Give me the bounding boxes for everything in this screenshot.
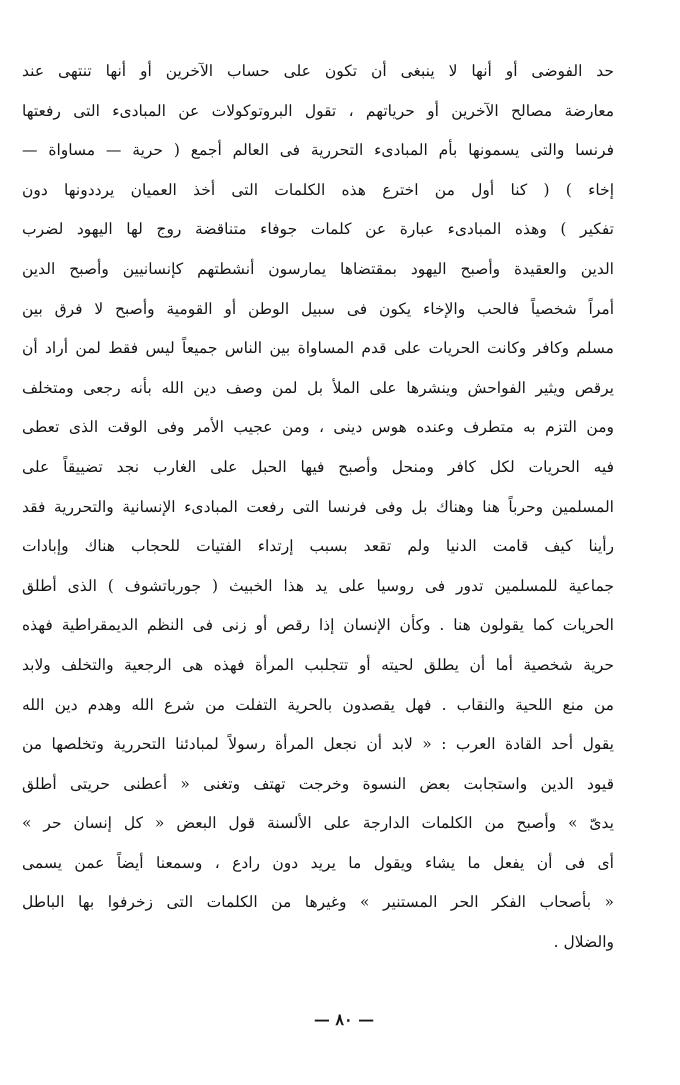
text-line: إخاء ) ( كنا أول من اخترع هذه الكلمات التى أخذ العميان يرددونها دون <box>22 180 614 199</box>
text-line: ومن التزم به متطرف وعنده هوس دينى ، ومن عجيب الأمر وفى الوقت الذى تعطى <box>22 418 614 437</box>
text-line: حرية شخصية أما أن يطلق لحيته أو تتجلبب المرأة فهذه هى الرجعية والتخلف ولابد <box>22 655 614 674</box>
text-line: أمراً شخصياً فالحب والإخاء يكون فى سبيل الوطن أو القومية وأصبح لا فرق بين <box>22 299 614 318</box>
text-line: الحريات كما يقولون هنا . وكأن الإنسان إذا رقص أو زنى فى النظم الديمقراطية فهذه <box>22 616 614 635</box>
text-line: يقول أحد القادة العرب : « لابد أن نجعل المرأة رسولاً لمبادئنا التحررية وتخلصها من <box>22 735 614 754</box>
text-line: معارضة مصالح الآخرين أو حرياتهم ، تقول البروتوكولات عن المبادىء التى رفعتها <box>22 101 614 120</box>
text-line: أى فى أن يفعل ما يشاء ويقول ما يريد دون رادع ، وسمعنا أيضاً عمن يسمى <box>22 853 614 872</box>
body-text <box>22 52 614 963</box>
text-line: فيه الحريات لكل كافر ومنحل وأصبح فيها الحبل على الغارب نجد تضييقاً على <box>22 457 614 476</box>
text-line: المسلمين وحرباً هنا وهناك بل وفى فرنسا التى رفعت المبادىء الإنسانية والتحررية فقد <box>22 497 614 516</box>
text-line: يرقص ويثير الفواحش وينشرها على الملأ بل لمن وصف دين الله بأنه رجعى ومتخلف <box>22 378 614 397</box>
text-line: رأينا كيف قامت الدنيا ولم تقعد بسبب إرتداء الفتيات للحجاب هناك وإبادات <box>22 537 614 556</box>
text-line: من منع اللحية والنقاب . فهل يقصدون بالحرية التفلت من شرع الله وهدم دين الله <box>22 695 614 714</box>
text-line: فرنسا والتى يسمونها بأم المبادىء التحررية فى العالم أجمع ( حرية — مساواة — <box>22 141 614 160</box>
text-line: قيود الدين واستجابت بعض النسوة وخرجت تهتف وتغنى « أعطنى حريتى أطلق <box>22 774 614 793</box>
text-line: مسلم وكافر وكانت الحريات على قدم المساواة بين الناس جميعاً ليس فقط لمن أراد أن <box>22 339 614 358</box>
text-line: الدين والعقيدة وأصبح اليهود بمقتضاها يمارسون أنشطتهم كإنسانيين وأصبح الدين <box>22 259 614 278</box>
text-line: حد الفوضى أو أنها لا ينبغى أن تكون على حساب الآخرين أو أنها تنتهى عند <box>22 62 614 80</box>
page-number: — ٨٠ — <box>313 1010 375 1029</box>
text-line: تفكير ) وهذه المبادىء عبارة عن كلمات جوفاء متناقضة روج لها اليهود لضرب <box>22 220 614 239</box>
text-line: يدىّ » وأصبح من الكلمات الدارجة على الألسنة قول البعض « كل إنسان حر » <box>22 814 614 833</box>
text-line: « بأصحاب الفكر الحر المستنير » وغيرها من الكلمات التى زخرفوا بها الباطل <box>22 893 614 912</box>
text-line: جماعية للمسلمين تدور فى روسيا على يد هذا الخبيث ( جورباتشوف ) الذى أطلق <box>22 576 614 595</box>
text-line-last: والضلال . <box>553 933 614 952</box>
